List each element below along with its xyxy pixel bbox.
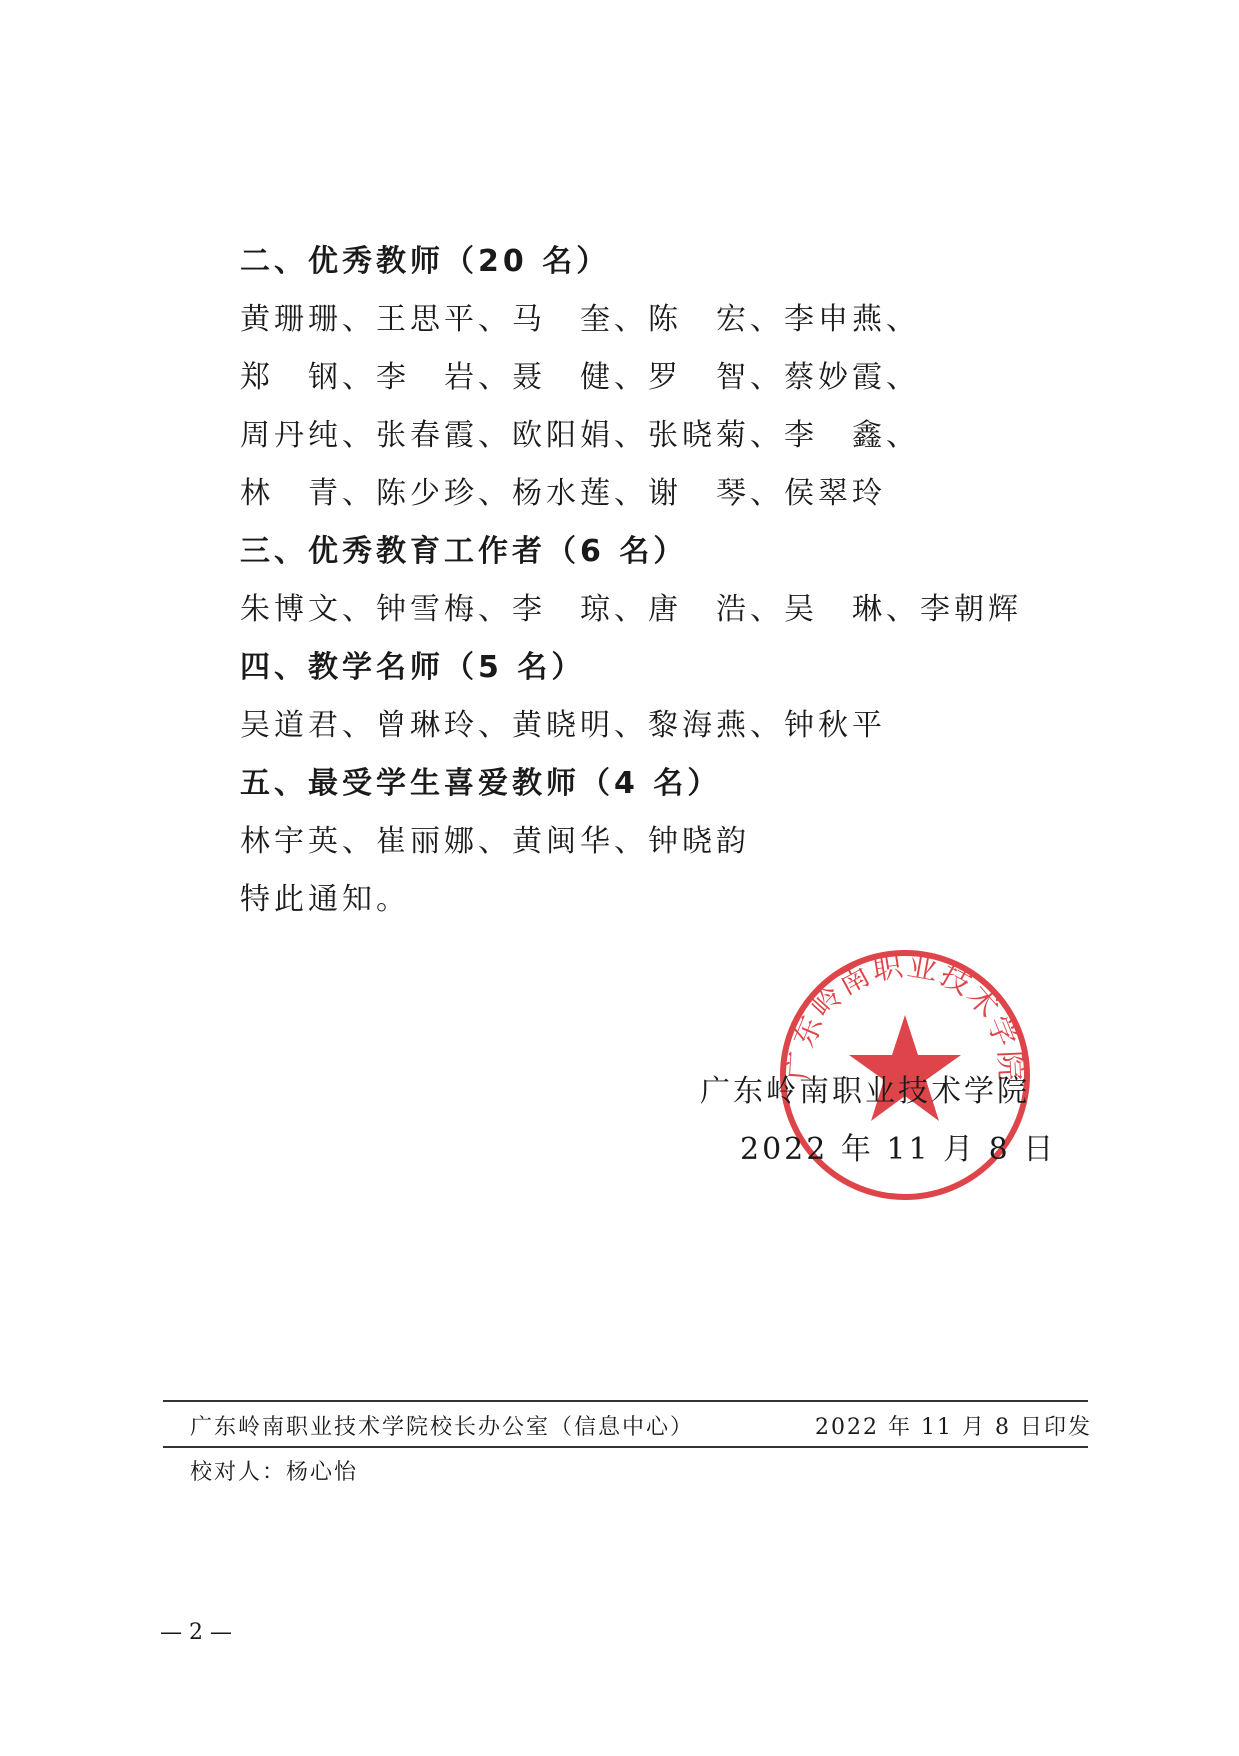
section-heading: 四、教学名师（5 名） — [240, 650, 586, 685]
name-line: 黄珊珊、王思平、马 奎、陈 宏、李申燕、 — [240, 302, 920, 337]
section-heading: 五、最受学生喜爱教师（4 名） — [240, 766, 722, 801]
signature-date: 2022 年 11 月 8 日 — [740, 1132, 1057, 1167]
name-line: 林宇英、崔丽娜、黄闽华、钟晓韵 — [240, 824, 750, 859]
name-line: 周丹纯、张春霞、欧阳娟、张晓菊、李 鑫、 — [240, 418, 920, 453]
footer-top-rule — [163, 1400, 1088, 1402]
signature-organization: 广东岭南职业技术学院 — [700, 1074, 1030, 1109]
closing-text: 特此通知。 — [240, 882, 410, 917]
section-heading: 二、优秀教师（20 名） — [240, 244, 611, 279]
seal-text: 广东岭南职业技术学院 — [782, 948, 1028, 1084]
footer-print-date: 2022 年 11 月 8 日印发 — [815, 1415, 1092, 1440]
name-line: 朱博文、钟雪梅、李 琼、唐 浩、吴 琳、李朝辉 — [240, 592, 1022, 627]
name-line: 林 青、陈少珍、杨水莲、谢 琴、侯翠玲 — [240, 476, 886, 511]
page-number: — 2 — — [160, 1620, 232, 1645]
name-line: 郑 钢、李 岩、聂 健、罗 智、蔡妙霞、 — [240, 360, 920, 395]
footer-bottom-rule — [163, 1446, 1088, 1448]
section-heading: 三、优秀教育工作者（6 名） — [240, 534, 688, 569]
name-line: 吴道君、曾琳玲、黄晓明、黎海燕、钟秋平 — [240, 708, 886, 743]
footer-proofreader: 校对人：杨心怡 — [190, 1460, 359, 1485]
footer-issuer: 广东岭南职业技术学院校长办公室（信息中心） — [190, 1415, 695, 1440]
